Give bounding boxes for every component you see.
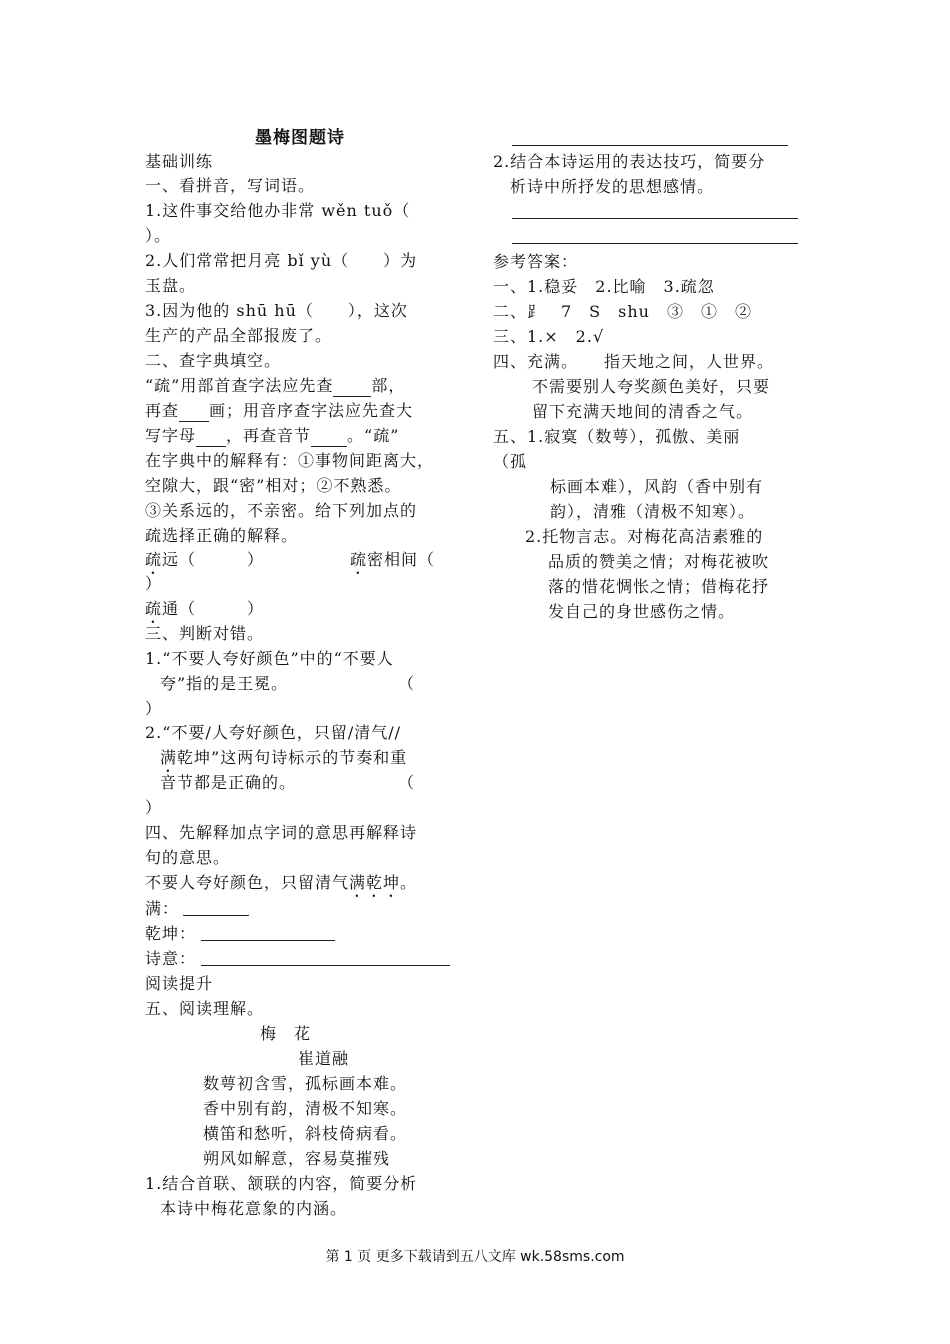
poem-line: 香中别有韵，清极不知寒。 — [203, 1099, 408, 1118]
text-segment: 写字母 — [145, 426, 197, 445]
poem-line: 朔风如解意，容易莫摧残 — [203, 1149, 391, 1168]
text-segment: 。 — [400, 873, 418, 892]
answer-line: （孤 — [493, 452, 528, 471]
paren-close: ） — [145, 699, 163, 718]
answer-blank[interactable] — [179, 405, 209, 422]
question-text: 疏选择正确的解释。 — [145, 526, 299, 545]
answer-line: 发自己的身世感伤之情。 — [548, 602, 736, 621]
poem-line: 数萼初含雪，孤标画本难。 — [203, 1074, 408, 1093]
question-text: 夸”指的是王冕。 — [160, 674, 289, 693]
paren-open: （ — [398, 674, 416, 693]
page-title: 墨梅图题诗 — [255, 128, 345, 148]
answer-line: 品质的赞美之情；对梅花被吹 — [548, 552, 770, 571]
page-footer: 第 1 页 更多下载请到五八文库 wk.58sms.com — [325, 1249, 625, 1265]
answer-blank[interactable] — [183, 915, 249, 916]
answer-line: 二、⻊ 7 S shu ③ ① ② — [493, 302, 752, 321]
choice-item — [145, 549, 264, 578]
answer-blank[interactable] — [512, 218, 798, 219]
answer-line: 四、充满。 指天地之间，人世界。 — [493, 352, 775, 371]
paren-close: ） — [145, 798, 163, 817]
question-text: 空隙大，跟“密”相对；②不熟悉。 — [145, 476, 402, 495]
answer-blank[interactable] — [311, 430, 347, 447]
answer-blank[interactable] — [201, 940, 335, 941]
section-heading: 基础训练 — [145, 152, 214, 171]
text-segment: ，再查音节 — [226, 426, 312, 445]
question-text: 音节都是正确的。 — [160, 773, 297, 792]
answer-line: 2.托物言志。对梅花高洁素雅的 — [525, 527, 764, 546]
text-segment: 再查 — [145, 401, 180, 420]
answer-line: 不需要别人夸奖颜色美好，只要 — [532, 377, 771, 396]
dotted-word: 满乾坤 — [349, 873, 401, 892]
section-heading: 一、看拼音，写词语。 — [145, 176, 316, 195]
answer-line: 三、1.× 2.√ — [493, 327, 605, 346]
dotted-char: 疏 — [145, 550, 163, 569]
question-text: 2.人们常常把月亮 bǐ yù（ ）为 — [145, 251, 418, 270]
question-text — [145, 425, 399, 447]
question-text: 生产的产品全部报废了。 — [145, 326, 333, 345]
question-text: 玉盘。 — [145, 276, 197, 295]
answer-blank[interactable] — [196, 430, 226, 447]
text-segment: “疏”用部首查字法应先查 — [145, 376, 334, 395]
question-text: 3.因为他的 shū hū（ ），这次 — [145, 301, 408, 320]
dotted-char: 疏 — [145, 599, 163, 618]
question-text: 析诗中所抒发的思想感情。 — [510, 177, 715, 196]
answer-blank[interactable] — [333, 380, 371, 397]
answer-label: 乾坤： — [145, 924, 197, 943]
question-text: 2.“不要/人夸好颜色，只留/清气// — [145, 723, 402, 742]
answer-line: 留下充满天地间的清香之气。 — [532, 402, 754, 421]
text-segment: 远（ ） — [162, 550, 265, 569]
choice-item — [350, 549, 435, 578]
text-segment: 乾坤”这两句诗标示的节奏和重 — [177, 748, 408, 767]
question-text: 1.这件事交给他办非常 wěn tuǒ（ — [145, 201, 411, 220]
question-text: 1.“不要人夸好颜色”中的“不要人 — [145, 649, 394, 668]
text-segment: 通（ ） — [162, 599, 265, 618]
text-segment: 不要人夸好颜色，只留清气 — [145, 873, 350, 892]
question-text: ）。 — [145, 226, 172, 245]
text-segment: 。“疏” — [347, 426, 400, 445]
poem-line — [145, 872, 417, 901]
paren-close: ） — [145, 574, 163, 593]
question-text: 1.结合首联、颔联的内容，简要分析 — [145, 1174, 418, 1193]
text-segment: 画；用音序查字法应先查大 — [209, 401, 414, 420]
answer-line: 标画本难），风韵（香中别有 — [550, 477, 764, 496]
poem-author: 崔道融 — [298, 1049, 350, 1068]
section-heading: 句的意思。 — [145, 848, 231, 867]
answer-blank[interactable] — [201, 965, 450, 966]
section-heading: 阅读提升 — [145, 974, 214, 993]
question-text: 在字典中的解释有：①事物间距离大， — [145, 451, 435, 470]
paren-open: （ — [398, 773, 416, 792]
answer-label: 诗意： — [145, 949, 197, 968]
text-segment: 密相间（ — [367, 550, 436, 569]
question-text: 2.结合本诗运用的表达技巧，简要分 — [493, 152, 766, 171]
poem-title: 梅 花 — [260, 1024, 312, 1043]
answer-line: 落的惜花惆怅之情；借梅花抒 — [548, 577, 770, 596]
answer-line: 韵），清雅（清极不知寒）。 — [550, 502, 756, 521]
section-heading: 三、判断对错。 — [145, 624, 265, 643]
text-segment: 部， — [371, 376, 406, 395]
answer-blank[interactable] — [512, 145, 788, 146]
dotted-char: 满 — [160, 748, 178, 767]
answer-blank[interactable] — [512, 243, 798, 244]
section-heading: 四、先解释加点字词的意思再解释诗 — [145, 823, 418, 842]
answer-label: 满： — [145, 899, 180, 918]
question-text — [145, 400, 413, 422]
answer-line: 一、1.稳妥 2.比喻 3.疏忽 — [493, 277, 715, 296]
section-heading: 五、阅读理解。 — [145, 999, 265, 1018]
dotted-char: 疏 — [350, 550, 368, 569]
answer-line: 五、1.寂寞（数萼），孤傲、美丽 — [493, 427, 741, 446]
question-text: 本诗中梅花意象的内涵。 — [160, 1199, 348, 1218]
answer-key-title: 参考答案： — [493, 252, 579, 271]
poem-line: 横笛和愁听，斜枝倚病看。 — [203, 1124, 408, 1143]
section-heading: 二、查字典填空。 — [145, 351, 282, 370]
question-text — [145, 375, 405, 397]
question-text: ③关系远的，不亲密。给下列加点的 — [145, 501, 418, 520]
